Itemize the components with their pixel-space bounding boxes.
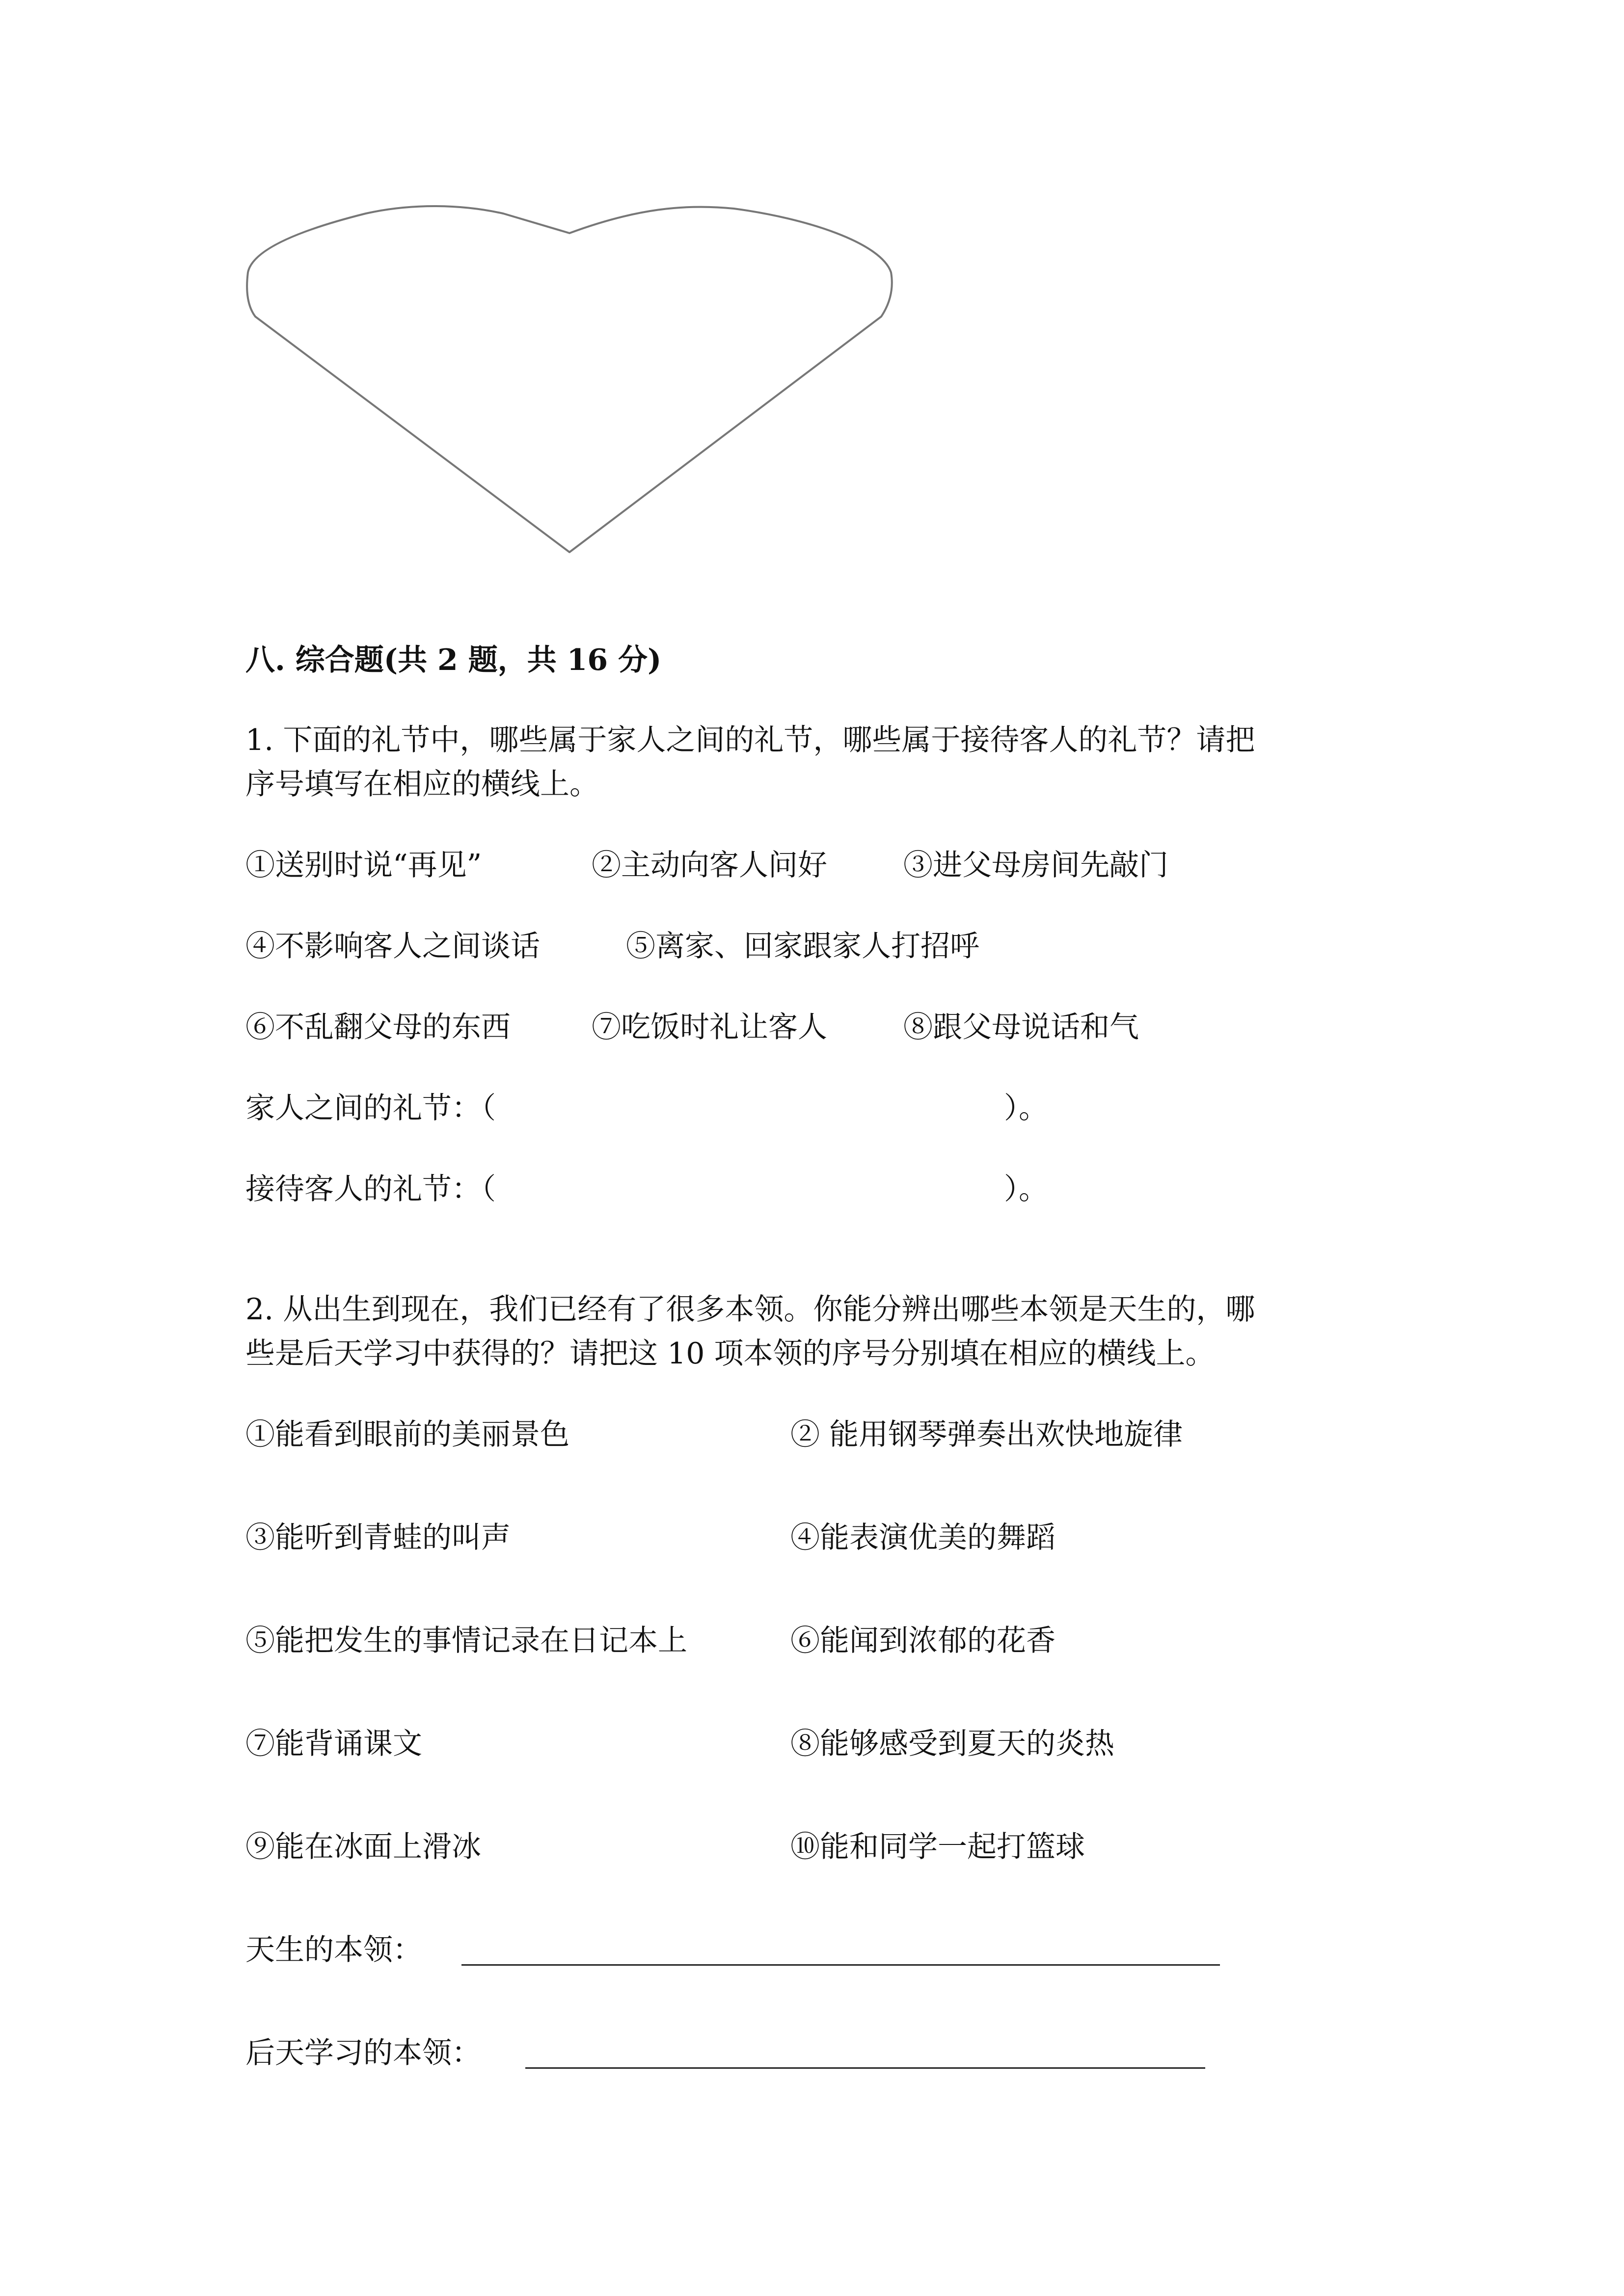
q2-option-8: ⑧能够感受到夏天的炎热 (790, 1727, 1114, 1761)
q1-option-3: ③进父母房间先敲门 (903, 848, 1168, 882)
family-etiquette-label: 家人之间的礼节：（ (245, 1091, 496, 1125)
q2-option-6: ⑥能闻到浓郁的花香 (790, 1624, 1056, 1658)
q1-option-5: ⑤离家、回家跟家人打招呼 (626, 929, 979, 963)
q2-option-3: ③能听到青蛙的叫声 (245, 1521, 511, 1555)
q2-prompt-line1: 2. 从出生到现在，我们已经有了很多本领。你能分辨出哪些本领是天生的，哪 (245, 1292, 1255, 1327)
heart-drawing (243, 194, 896, 562)
q1-option-1: ①送别时说“再见” (245, 848, 482, 882)
innate-skills-label: 天生的本领： (245, 1933, 422, 1967)
q2-option-1: ①能看到眼前的美丽景色 (245, 1417, 569, 1452)
q1-option-6: ⑥不乱翻父母的东西 (245, 1010, 511, 1044)
q2-option-9: ⑨能在冰面上滑冰 (245, 1830, 481, 1864)
guest-etiquette-label: 接待客人的礼节：（ (245, 1172, 496, 1206)
guest-etiquette-close: ）。 (1004, 1172, 1048, 1206)
q1-option-8: ⑧跟父母说话和气 (903, 1010, 1139, 1044)
q2-option-2: ② 能用钢琴弹奏出欢快地旋律 (790, 1417, 1183, 1452)
learned-skills-label: 后天学习的本领： (245, 2036, 481, 2070)
q1-option-2: ②主动向客人问好 (592, 848, 827, 882)
section-heading: 八. 综合题(共 2 题，共 16 分) (245, 643, 662, 677)
q2-option-7: ⑦能背诵课文 (245, 1727, 422, 1761)
q1-option-7: ⑦吃饭时礼让客人 (592, 1010, 827, 1044)
q2-option-4: ④能表演优美的舞蹈 (790, 1521, 1056, 1555)
q2-option-5: ⑤能把发生的事情记录在日记本上 (245, 1624, 687, 1658)
q2-option-10: ⑩能和同学一起打篮球 (790, 1830, 1085, 1864)
innate-skills-answer-line[interactable] (461, 1964, 1220, 1966)
q2-prompt-line2: 些是后天学习中获得的？请把这 10 项本领的序号分别填在相应的横线上。 (245, 1336, 1215, 1371)
q1-prompt-line2: 序号填写在相应的横线上。 (245, 767, 599, 801)
learned-skills-answer-line[interactable] (525, 2067, 1205, 2069)
q1-prompt-line1: 1. 下面的礼节中，哪些属于家人之间的礼节，哪些属于接待客人的礼节？请把 (245, 723, 1255, 757)
family-etiquette-close: ）。 (1004, 1091, 1048, 1125)
q1-option-4: ④不影响客人之间谈话 (245, 929, 540, 963)
